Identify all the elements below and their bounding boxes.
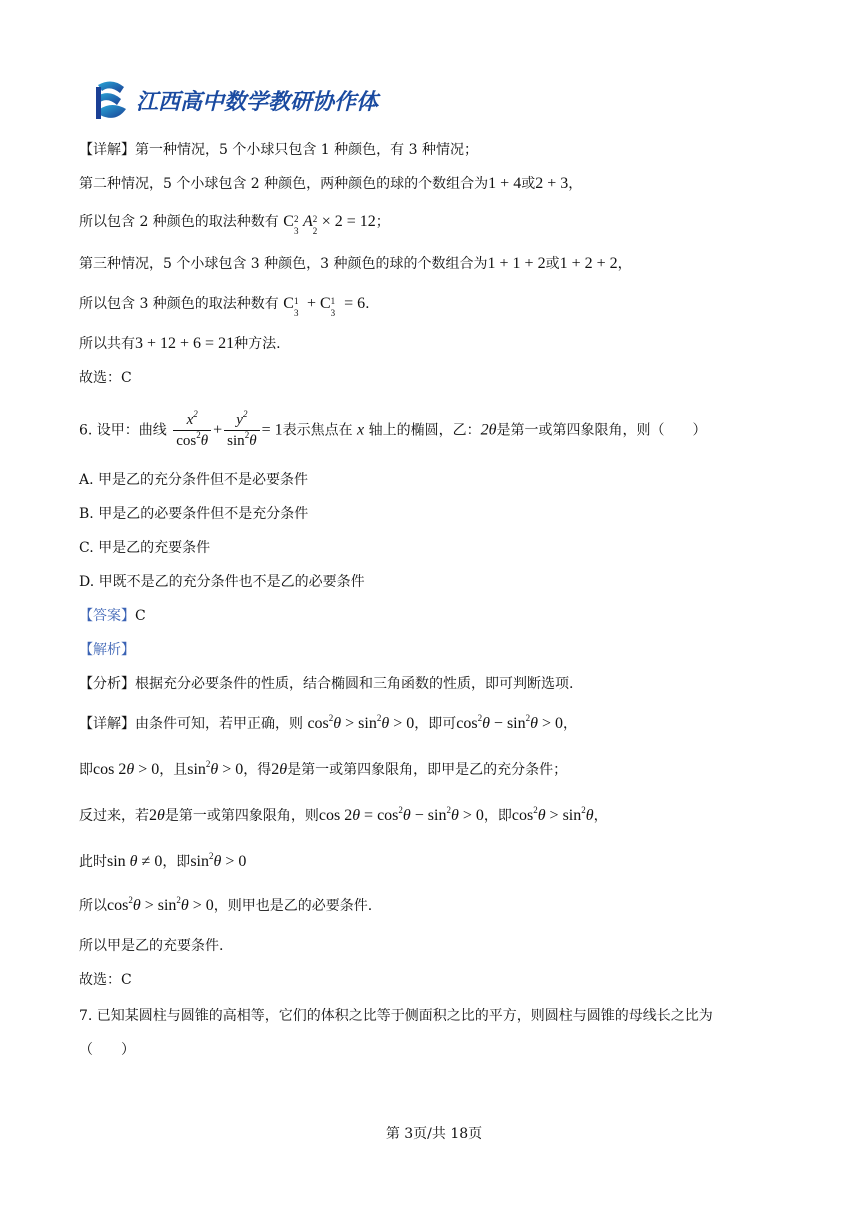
solution5-line3: 所以包含 2 种颜色的取法种数有 C 2 3 A 2 2 × 2 = 12； <box>79 213 390 237</box>
page-number: 第 3页/共 18页 <box>385 1126 483 1142</box>
option-a: A. 甲是乙的充分条件但不是必要条件 <box>79 472 309 488</box>
solution5-line6: 所以共有3 + 12 + 6 = 21种方法. <box>79 335 281 352</box>
option-c: C. 甲是乙的充要条件 <box>79 540 211 556</box>
answer-line: 【答案】C <box>79 608 146 624</box>
solution5-line5: 所以包含 3 种颜色的取法种数有 C 1 3 + C 1 3 = 6. <box>79 295 370 319</box>
solution5-choice: 故选：C <box>79 370 132 386</box>
logo-mark-icon <box>94 79 130 121</box>
inequality-cos-sin-2: $\cos^2\theta > \sin^2\theta > 0$ <box>107 895 214 914</box>
question6-stem: 6. 设甲：曲线 $\frac{x^2}{\cos^2\theta}$ + $\frac{y^2}{\sin^2\theta}$ = 1表示焦点在 x 轴上的椭圆，乙：2θ是第一或第四象限角，则（ ） <box>79 409 707 449</box>
sin2-positive: $\sin^2\theta > 0$ <box>187 759 244 778</box>
detail-line3: 反过来，若2θ是第一或第四象限角，则$\cos 2\theta = \cos^2\theta - \sin^2\theta > 0$，即$\cos^2\theta > \sin^2\theta$， <box>79 805 608 824</box>
question7-line2: （ ） <box>79 1042 135 1058</box>
detail-line6: 所以甲是乙的充要条件. <box>79 938 224 954</box>
logo-text: 江西高中数学教研协作体 <box>136 89 379 115</box>
answer-tag: 【答案】 <box>79 608 135 624</box>
sin-nonzero: sin θ ≠ 0 <box>107 853 163 870</box>
detail-line1: 【详解】由条件可知，若甲正确，则 $\cos^2\theta > \sin^2\theta > 0$，即可$\cos^2\theta - \sin^2\theta > 0$， <box>79 713 578 732</box>
combination-sum: C 1 3 + C 1 3 <box>283 295 336 319</box>
question6-choice: 故选：C <box>79 972 132 988</box>
inequality-cos-sin: $\cos^2\theta > \sin^2\theta > 0$ <box>307 713 415 732</box>
combination-expression: C 2 3 A 2 2 <box>283 213 318 237</box>
option-d: D. 甲既不是乙的充分条件也不是乙的必要条件 <box>79 574 365 590</box>
solution5-line4: 第三种情况，5 个小球包含 3 种颜色，3 种颜色的球的个数组合为1 + 1 + 2或1 + 2 + 2， <box>79 255 632 272</box>
difference-cos-sin: $\cos^2\theta - \sin^2\theta > 0$ <box>456 713 564 732</box>
detail-line2: 即cos 2θ > 0，且$\sin^2\theta > 0$，得2θ是第一或第四象限角，即甲是乙的充分条件； <box>79 759 568 778</box>
analysis-tag: 【解析】 <box>79 642 135 658</box>
detail-line5: 所以$\cos^2\theta > \sin^2\theta > 0$，则甲也是乙的必要条件. <box>79 895 373 914</box>
fraction-x-over-cos: $\frac{x^2}{\cos^2\theta}$ <box>173 410 211 451</box>
cos2-gt-sin2: $\cos^2\theta > \sin^2\theta$ <box>511 805 594 824</box>
question7-line1: 7. 已知某圆柱与圆锥的高相等，它们的体积之比等于侧面积之比的平方，则圆柱与圆锥的母线长之比为 <box>79 1008 713 1024</box>
cos2theta-positive: cos 2θ > 0 <box>93 761 160 778</box>
detail-line4: 此时sin θ ≠ 0，即$\sin^2\theta > 0$ <box>79 851 247 870</box>
double-angle-identity: $\cos 2\theta = \cos^2\theta - \sin^2\theta > 0$ <box>318 805 484 824</box>
detail-tag: 【详解】 <box>79 142 135 158</box>
solution5-line2: 第二种情况，5 个小球包含 2 种颜色，两种颜色的球的个数组合为1 + 4或2 + 3， <box>79 175 583 192</box>
fraction-y-over-sin: $\frac{y^2}{\sin^2\theta}$ <box>224 410 259 451</box>
option-b: B. 甲是乙的必要条件但不是充分条件 <box>79 506 309 522</box>
header-logo <box>94 78 378 122</box>
sin2-positive-2: $\sin^2\theta > 0$ <box>190 851 247 870</box>
solution5-line1: 【详解】第一种情况，5 个小球只包含 1 种颜色，有 3 种情况； <box>79 142 478 158</box>
analyze-line: 【分析】根据充分必要条件的性质，结合椭圆和三角函数的性质，即可判断选项. <box>79 676 574 692</box>
